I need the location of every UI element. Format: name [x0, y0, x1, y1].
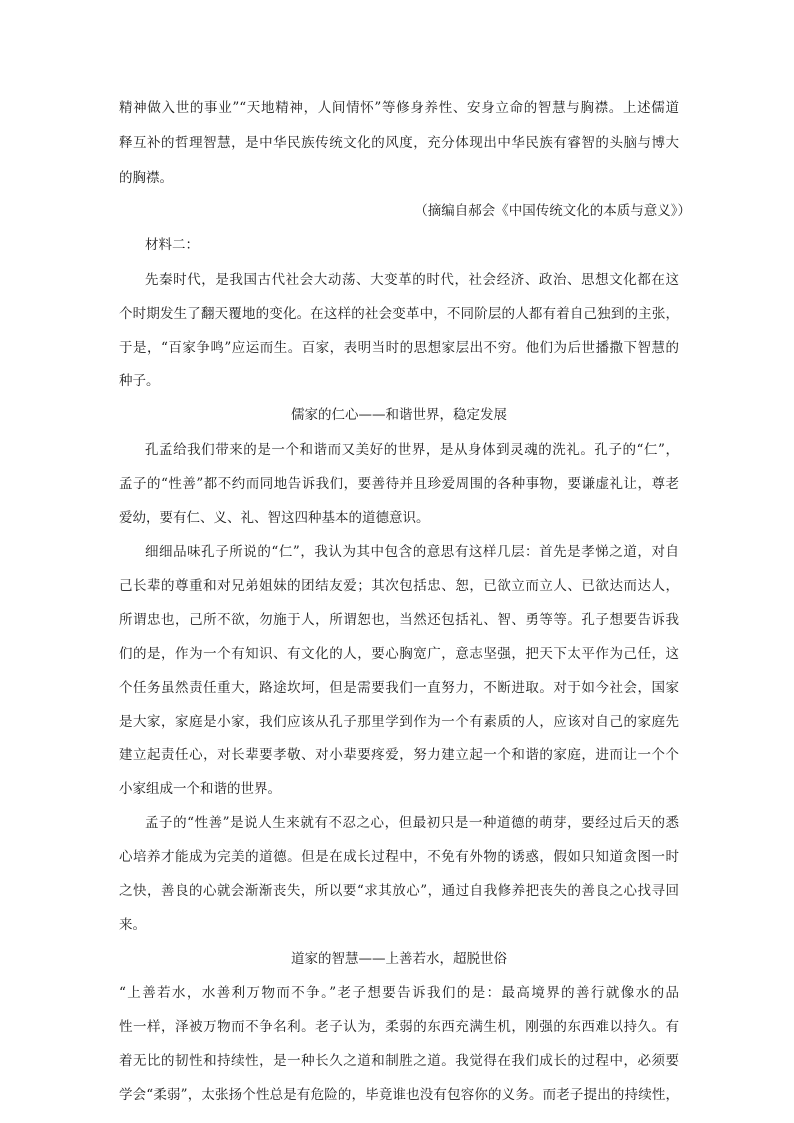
text-line: 心培养才能成为完美的道德。但是在成长过程中，不免有外物的诱惑，假如只知道贪图一时 [119, 849, 679, 865]
text-line: 小家组成一个和谐的世界。 [119, 781, 281, 797]
text-line: “上善若水，水善利万物而不争。”老子想要告诉我们的是：最高境界的善行就像水的品 [119, 985, 679, 1001]
text-line: 个任务虽然责任重大，路途坎坷，但是需要我们一直努力，不断进取。对于如今社会，国家 [119, 680, 679, 696]
text-line: 建立起责任心，对长辈要孝敬、对小辈要疼爱，努力建立起一个和谐的家庭，进而让一个个 [119, 747, 679, 763]
text-line: 来。 [119, 917, 146, 933]
text-line: 们的是，作为一个有知识、有文化的人，要心胸宽广，意志坚强，把天下太平作为己任，这 [119, 646, 679, 662]
text-line: 个时期发生了翻天覆地的变化。在这样的社会变革中，不同阶层的人都有着自己独到的主张， [119, 306, 679, 322]
text-line: 己长辈的尊重和对兄弟姐妹的团结友爱；其次包括忠、恕，已欲立而立人、已欲达而达人， [119, 578, 679, 594]
text-line: 着无比的韧性和持续性，是一种长久之道和制胜之道。我觉得在我们成长的过程中，必须要 [119, 1053, 679, 1069]
text-line: 的胸襟。 [119, 170, 173, 186]
subheading: 道家的智慧——上善若水，超脱世俗 [291, 951, 507, 967]
text-line: 所谓忠也，己所不欲，勿施于人，所谓恕也，当然还包括礼、智、勇等等。孔子想要告诉我 [119, 612, 679, 628]
text-line: 孔孟给我们带来的是一个和谐而又美好的世界，是从身体到灵魂的洗礼。孔子的“仁”， [145, 442, 679, 458]
text-line: 孟子的“性善”都不约而同地告诉我们，要善待并且珍爱周围的各种事物，要谦虚礼让，尊老 [119, 476, 679, 492]
text-line: 爱幼，要有仁、义、礼、智这四种基本的道德意识。 [119, 510, 430, 526]
text-line: 精神做入世的事业”“天地精神，人间情怀”等修身养性、安身立命的智慧与胸襟。上述儒道 [119, 100, 679, 116]
text-line: 于是，“百家争鸣”应运而生。百家，表明当时的思想家层出不穷。他们为后世播撒下智慧的 [119, 340, 679, 356]
text-line: 释互补的哲理智慧，是中华民族传统文化的风度，充分体现出中华民族有睿智的头脑与博大 [119, 135, 679, 151]
text-line: 是大家，家庭是小家，我们应该从孔子那里学到作为一个有素质的人，应该对自己的家庭先 [119, 714, 679, 730]
text-line: 性一样，泽被万物而不争名利。老子认为，柔弱的东西充满生机，刚强的东西难以持久。有 [119, 1019, 679, 1035]
section-label: 材料二： [145, 237, 199, 253]
subheading: 儒家的仁心——和谐世界，稳定发展 [291, 407, 507, 423]
text-line: 之快，善良的心就会渐渐丧失，所以要“求其放心”，通过自我修养把丧失的善良之心找寻回 [119, 883, 679, 899]
text-line: 细细品味孔子所说的“仁”，我认为其中包含的意思有这样几层：首先是孝悌之道，对自 [145, 544, 679, 560]
text-line: 孟子的“性善”是说人生来就有不忍之心，但最初只是一种道德的萌芽，要经过后天的悉 [145, 815, 679, 831]
text-line: 先秦时代，是我国古代社会大动荡、大变革的时代，社会经济、政治、思想文化都在这 [145, 272, 679, 288]
text-line: 种子。 [119, 373, 160, 389]
source-citation: （摘编自郝会《中国传统文化的本质与意义》） [414, 203, 691, 219]
text-line: 学会“柔弱”，太张扬个性总是有危险的，毕竟谁也没有包容你的义务。而老子提出的持续性， [119, 1087, 679, 1103]
